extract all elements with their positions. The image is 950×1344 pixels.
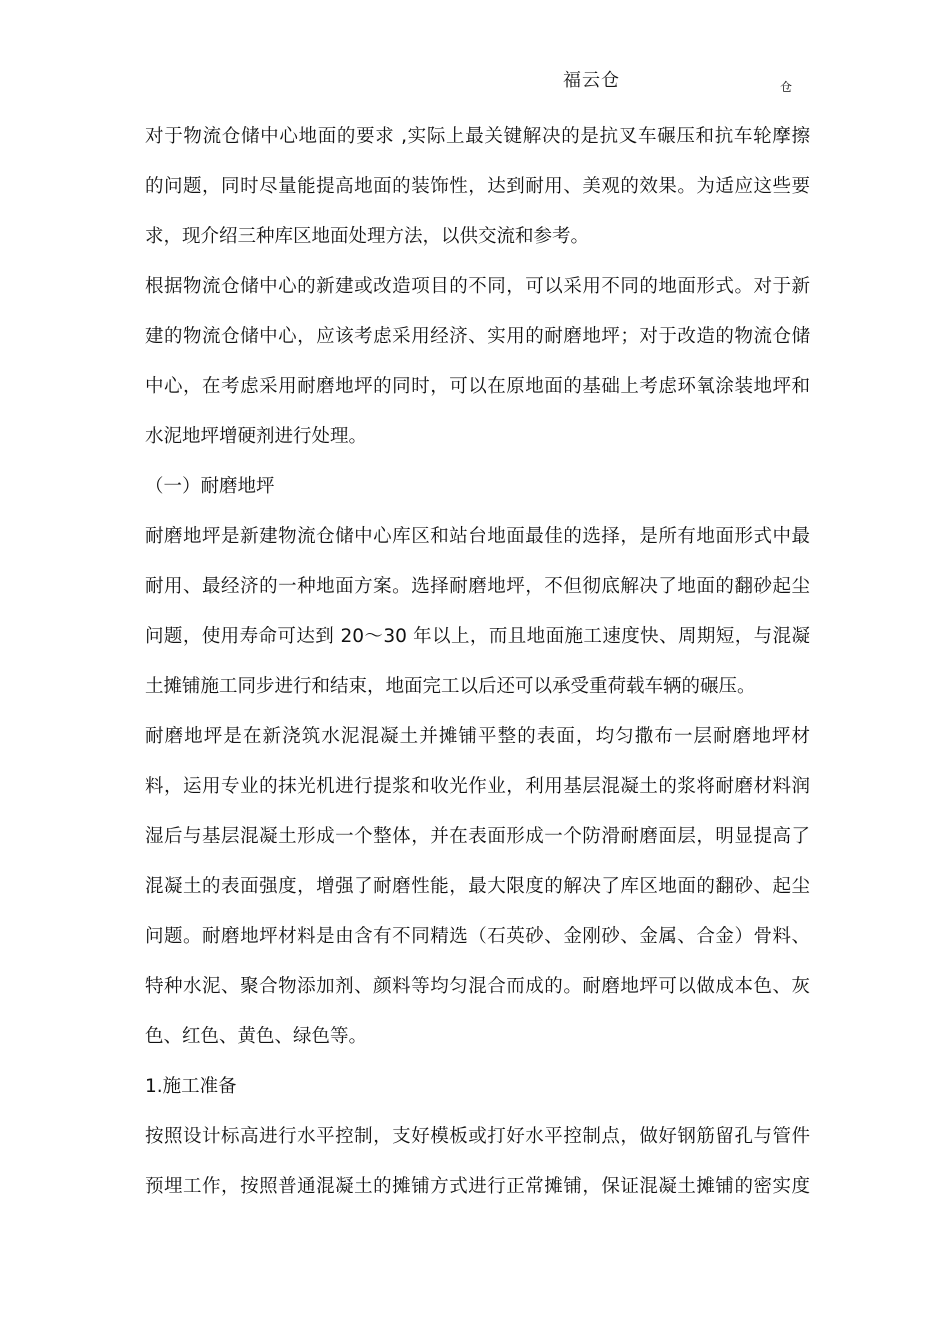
header-title: 福云仓 xyxy=(563,70,620,91)
text-line: 按照设计标高进行水平控制，支好模板或打好水平控制点，做好钢筋留孔与管件 xyxy=(145,1126,810,1147)
text-line: 预埋工作，按照普通混凝土的摊铺方式进行正常摊铺，保证混凝土摊铺的密实度 xyxy=(145,1176,810,1197)
text-line: 料，运用专业的抹光机进行提浆和收光作业，利用基层混凝土的浆将耐磨材料润 xyxy=(145,776,810,797)
text-line: 中心，在考虑采用耐磨地坪的同时，可以在原地面的基础上考虑环氧涂装地坪和 xyxy=(145,376,810,397)
document-body xyxy=(145,112,810,1212)
text-line: 求，现介绍三种库区地面处理方法，以供交流和参考。 xyxy=(145,226,590,247)
text-line: 色、红色、黄色、绿色等。 xyxy=(145,1026,368,1047)
header-mark: 仓 xyxy=(780,80,793,94)
text-line: 建的物流仓储中心，应该考虑采用经济、实用的耐磨地坪；对于改造的物流仓储 xyxy=(145,326,810,347)
text-line: 根据物流仓储中心的新建或改造项目的不同，可以采用不同的地面形式。对于新 xyxy=(145,276,810,297)
text-line: 湿后与基层混凝土形成一个整体，并在表面形成一个防滑耐磨面层，明显提高了 xyxy=(145,826,810,847)
text-line: 问题。耐磨地坪材料是由含有不同精选（石英砂、金刚砂、金属、合金）骨料、 xyxy=(145,926,810,947)
text-line: 特种水泥、聚合物添加剂、颜料等均匀混合而成的。耐磨地坪可以做成本色、灰 xyxy=(145,976,810,997)
text-line: 土摊铺施工同步进行和结束，地面完工以后还可以承受重荷载车辆的碾压。 xyxy=(145,676,756,697)
text-line: （一）耐磨地坪 xyxy=(145,476,275,497)
text-line: 的问题，同时尽量能提高地面的装饰性，达到耐用、美观的效果。为适应这些要 xyxy=(145,176,810,197)
text-line: 问题，使用寿命可达到 20～30 年以上，而且地面施工速度快、周期短，与混凝 xyxy=(145,626,810,647)
text-line: 混凝土的表面强度，增强了耐磨性能，最大限度的解决了库区地面的翻砂、起尘 xyxy=(145,876,810,897)
text-line: 对于物流仓储中心地面的要求 ,实际上最关键解决的是抗叉车碾压和抗车轮摩擦 xyxy=(145,126,810,147)
text-line: 耐磨地坪是新建物流仓储中心库区和站台地面最佳的选择，是所有地面形式中最 xyxy=(145,526,810,547)
text-line: 1.施工准备 xyxy=(145,1076,237,1097)
text-line: 耐磨地坪是在新浇筑水泥混凝土并摊铺平整的表面，均匀撒布一层耐磨地坪材 xyxy=(145,726,810,747)
text-line: 耐用、最经济的一种地面方案。选择耐磨地坪，不但彻底解决了地面的翻砂起尘 xyxy=(145,576,810,597)
text-line: 水泥地坪增硬剂进行处理。 xyxy=(145,426,368,447)
